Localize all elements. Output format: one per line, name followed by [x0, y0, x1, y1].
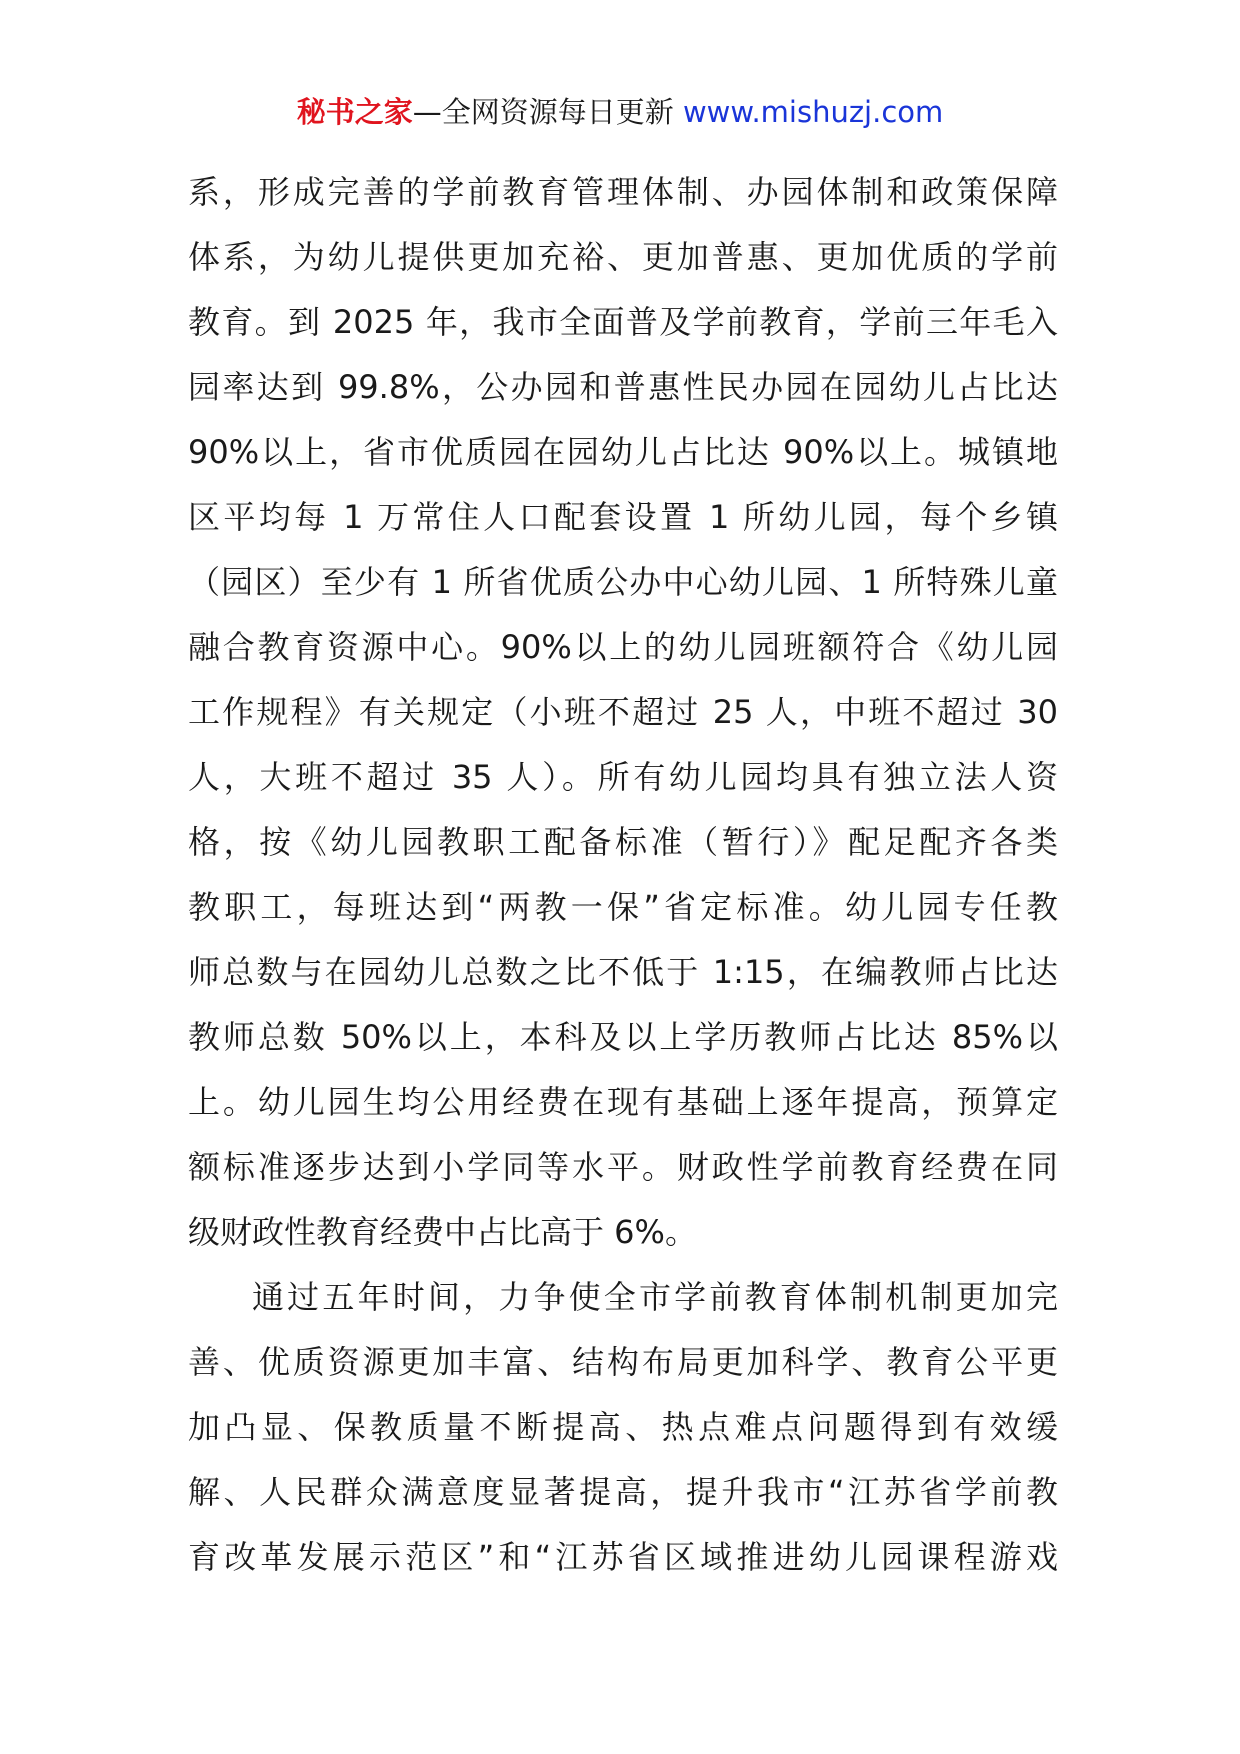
brand-name: 秘书之家: [296, 95, 413, 129]
text-line: 解、人民群众满意度显著提高，提升我市“江苏省学前教: [188, 1473, 1058, 1511]
document-body: [188, 160, 1058, 1590]
text-line: 人，大班不超过 35 人）。所有幼儿园均具有独立法人资: [188, 758, 1058, 796]
text-line: 园率达到 99.8%，公办园和普惠性民办园在园幼儿占比达: [188, 368, 1058, 406]
text-line: 90%以上，省市优质园在园幼儿占比达 90%以上。城镇地: [188, 433, 1058, 471]
text-line: 上。幼儿园生均公用经费在现有基础上逐年提高，预算定: [188, 1083, 1058, 1121]
site-url-link[interactable]: www.mishuzj.com: [682, 95, 944, 129]
text-line: 育改革发展示范区”和“江苏省区域推进幼儿园课程游戏: [188, 1538, 1058, 1576]
text-line: 系，形成完善的学前教育管理体制、办园体制和政策保障: [188, 173, 1058, 211]
text-line: 级财政性教育经费中占比高于 6%。: [188, 1213, 697, 1251]
text-line: 额标准逐步达到小学同等水平。财政性学前教育经费在同: [188, 1148, 1058, 1186]
text-line: 师总数与在园幼儿总数之比不低于 1:15，在编教师占比达: [188, 953, 1058, 991]
text-line: 教职工，每班达到“两教一保”省定标准。幼儿园专任教: [188, 888, 1058, 926]
header-tagline: —全网资源每日更新: [412, 95, 674, 129]
paragraph: [188, 160, 1058, 1265]
text-line: 体系，为幼儿提供更加充裕、更加普惠、更加优质的学前: [188, 238, 1058, 276]
text-line: 加凸显、保教质量不断提高、热点难点问题得到有效缓: [188, 1408, 1058, 1446]
text-line: 教育。到 2025 年，我市全面普及学前教育，学前三年毛入: [188, 303, 1058, 341]
text-line: 格，按《幼儿园教职工配备标准（暂行）》配足配齐各类: [188, 823, 1058, 861]
text-line: （园区）至少有 1 所省优质公办中心幼儿园、1 所特殊儿童: [188, 563, 1058, 601]
text-line: 区平均每 1 万常住人口配套设置 1 所幼儿园，每个乡镇: [188, 498, 1058, 536]
text-line: 教师总数 50%以上，本科及以上学历教师占比达 85%以: [188, 1018, 1058, 1056]
text-line: 工作规程》有关规定（小班不超过 25 人，中班不超过 30: [188, 693, 1058, 731]
paragraph: [188, 1265, 1058, 1590]
text-line: 融合教育资源中心。90%以上的幼儿园班额符合《幼儿园: [188, 628, 1058, 666]
page-header: [0, 92, 1240, 132]
text-line: 通过五年时间，力争使全市学前教育体制机制更加完: [252, 1278, 1058, 1316]
text-line: 善、优质资源更加丰富、结构布局更加科学、教育公平更: [188, 1343, 1058, 1381]
